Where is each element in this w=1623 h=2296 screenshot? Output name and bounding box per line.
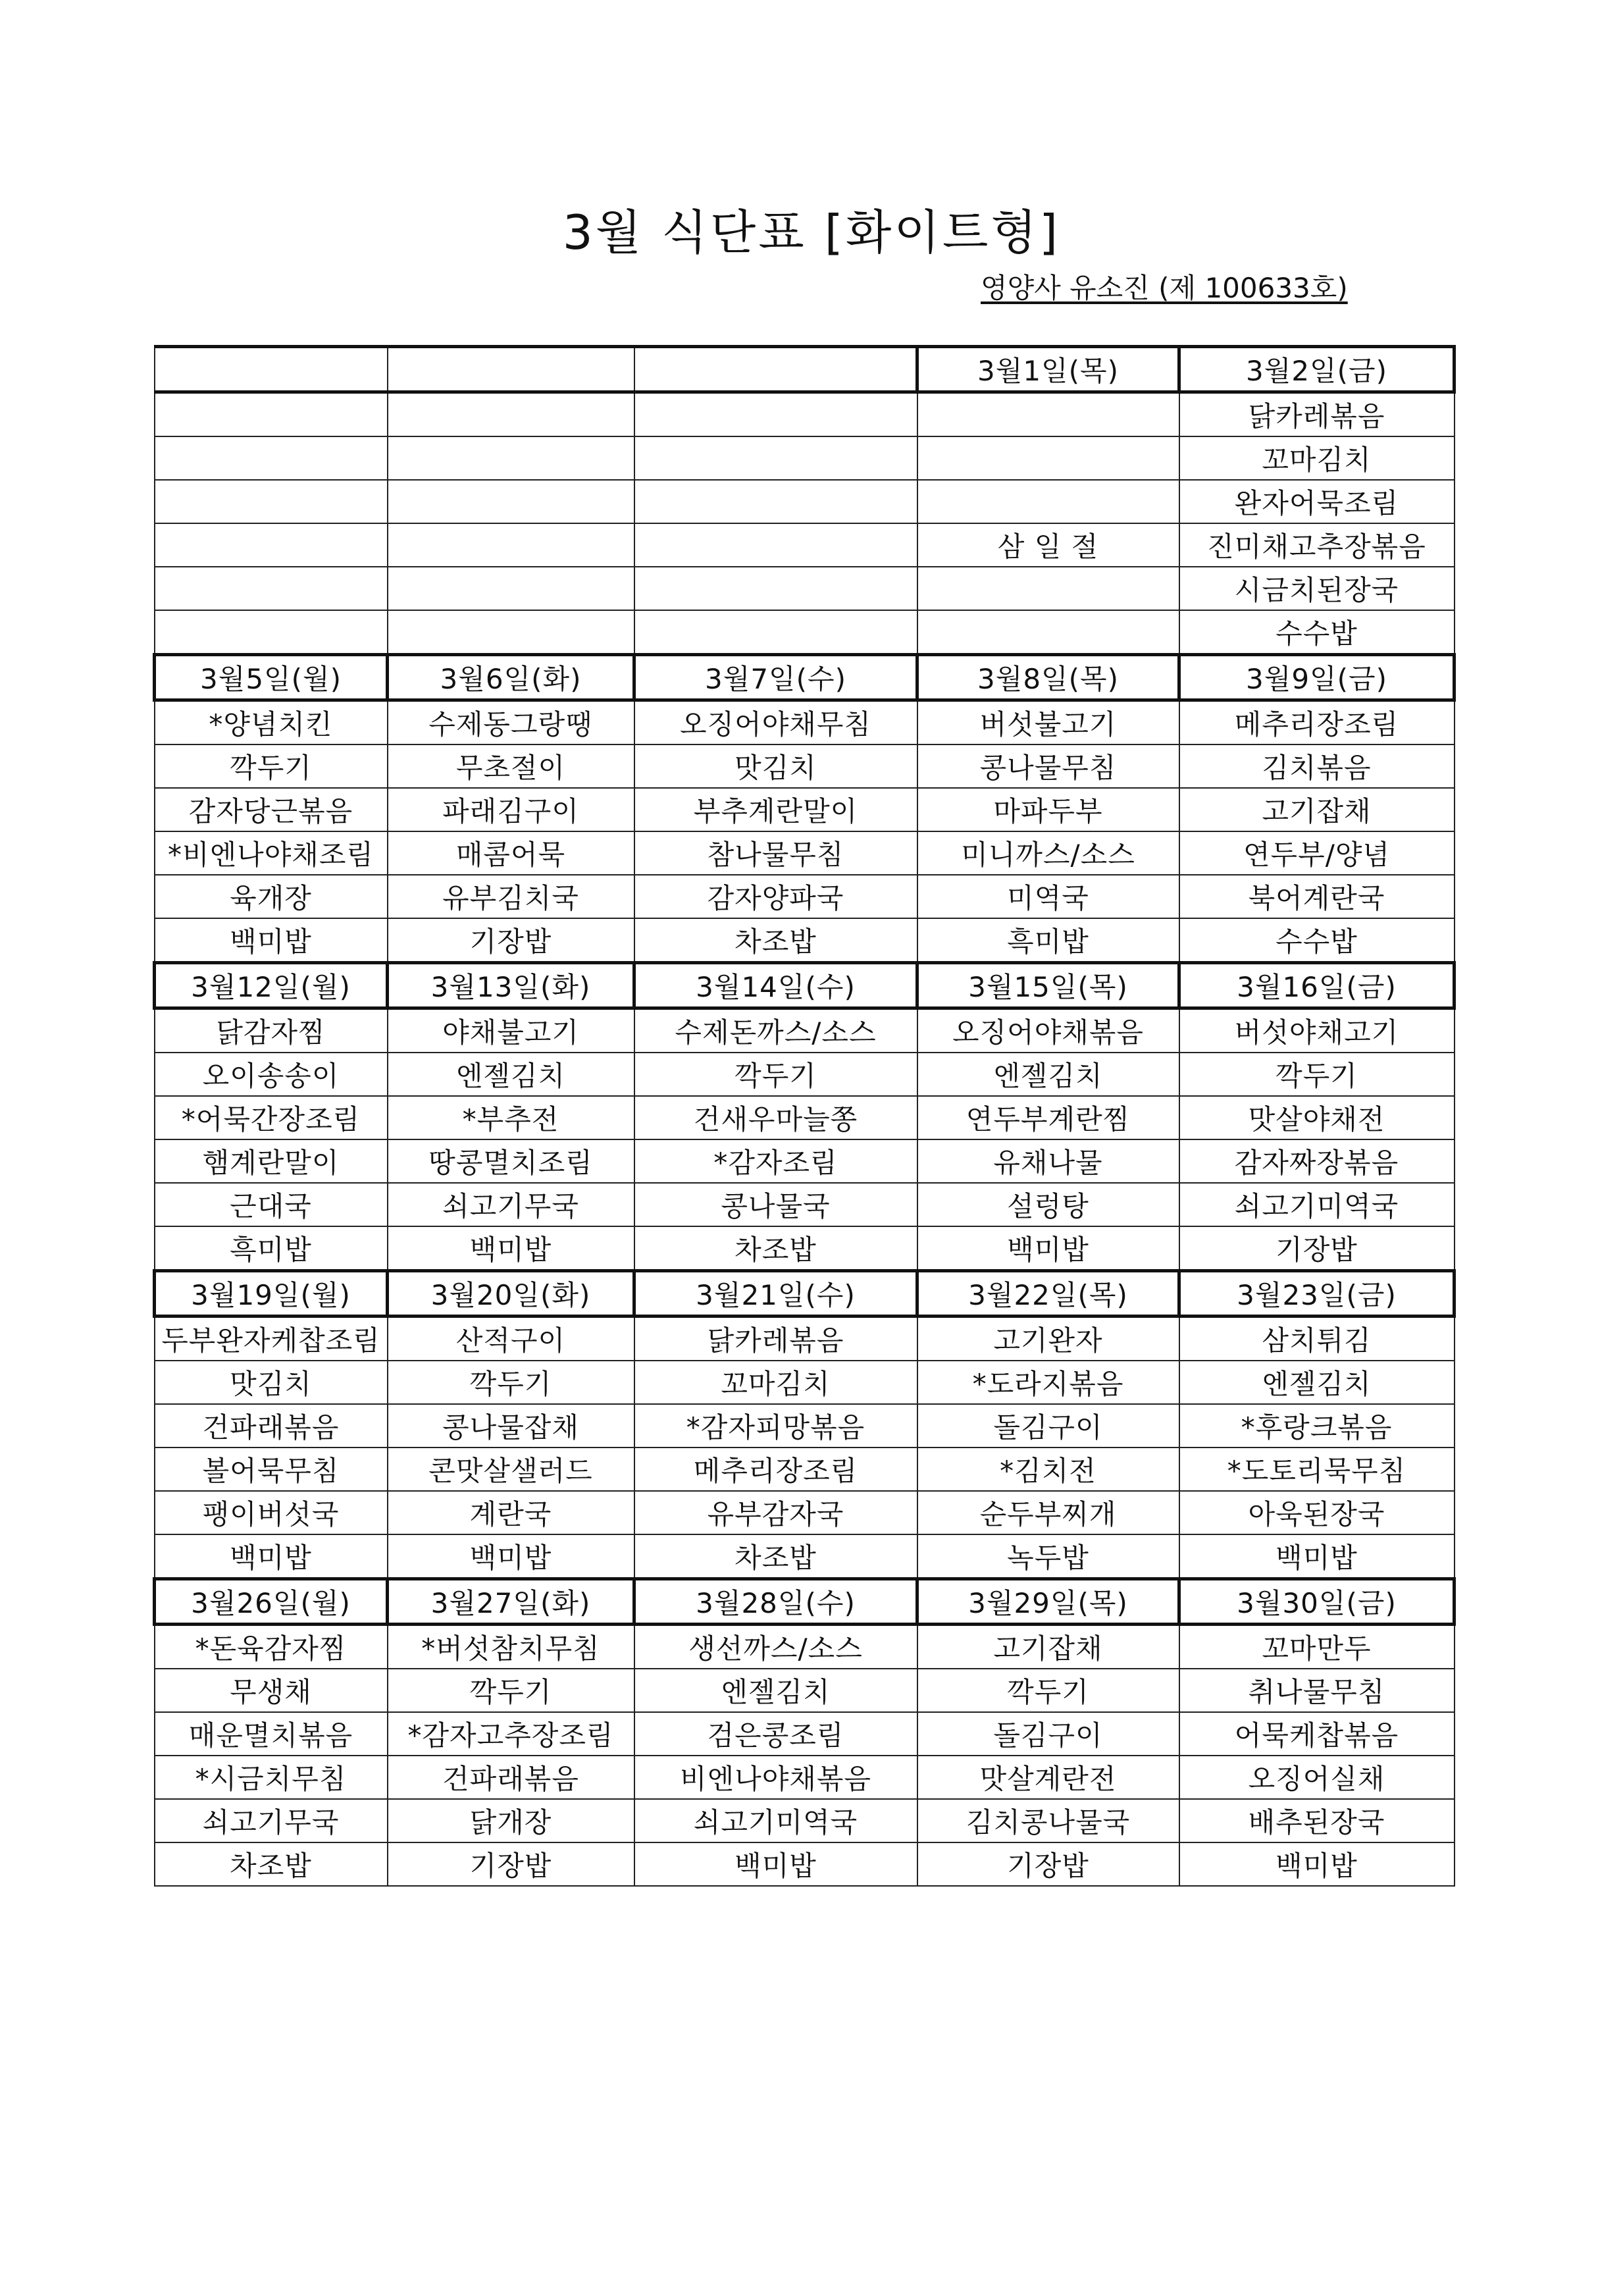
menu-item: 검은콩조림 [634,1712,917,1756]
menu-item: 진미채고추장볶음 [1179,523,1455,567]
meal-row [155,875,1455,918]
meal-plan-table [153,345,1456,1887]
menu-item: 생선까스/소스 [634,1625,917,1669]
menu-item: 순두부찌개 [917,1491,1179,1534]
menu-item: 오징어야채무침 [634,700,917,745]
menu-item: 미니까스/소스 [917,831,1179,875]
menu-item: 닭카레볶음 [634,1317,917,1361]
menu-item: 두부완자케찹조림 [155,1317,388,1361]
menu-item: 배추된장국 [1179,1799,1455,1842]
menu-item: 무생채 [155,1669,388,1712]
menu-item: 깍두기 [388,1669,634,1712]
meal-row [155,1053,1455,1096]
empty-cell [634,436,917,480]
meal-row [155,1226,1455,1271]
empty-cell [155,610,388,655]
menu-item: 돌김구이 [917,1404,1179,1448]
meal-row [155,1096,1455,1139]
empty-cell [388,567,634,610]
menu-item: 백미밥 [155,1534,388,1579]
menu-item: 깍두기 [155,744,388,788]
menu-item: 맛살야채전 [1179,1096,1455,1139]
menu-item: *돈육감자찜 [155,1625,388,1669]
menu-item: *양념치킨 [155,700,388,745]
menu-item: *감자피망볶음 [634,1404,917,1448]
meal-row [155,1448,1455,1491]
meal-row [155,567,1455,610]
date-header: 3월28일(수) [634,1579,917,1625]
menu-item: 아욱된장국 [1179,1491,1455,1534]
empty-cell [388,436,634,480]
menu-item: 매운멸치볶음 [155,1712,388,1756]
menu-item: 매콤어묵 [388,831,634,875]
menu-item: 고기잡채 [917,1625,1179,1669]
meal-row [155,1361,1455,1404]
menu-item: 어묵케찹볶음 [1179,1712,1455,1756]
date-header: 3월2일(금) [1179,347,1455,392]
date-header: 3월22일(목) [917,1271,1179,1317]
empty-cell [155,480,388,523]
empty-cell [388,480,634,523]
date-header: 3월13일(화) [388,963,634,1008]
menu-item: 시금치된장국 [1179,567,1455,610]
date-header: 3월12일(월) [155,963,388,1008]
date-header: 3월21일(수) [634,1271,917,1317]
empty-cell [155,523,388,567]
meal-row [155,1712,1455,1756]
date-header: 3월7일(수) [634,655,917,700]
empty-cell [634,392,917,437]
empty-cell [155,567,388,610]
date-header: 3월23일(금) [1179,1271,1455,1317]
empty-cell [388,392,634,437]
menu-item: 닭개장 [388,1799,634,1842]
menu-item: 쇠고기무국 [155,1799,388,1842]
meal-row [155,1842,1455,1886]
menu-item: 유부김치국 [388,875,634,918]
meal-row [155,1756,1455,1799]
menu-item: 기장밥 [1179,1226,1455,1271]
empty-cell [634,347,917,392]
date-header: 3월14일(수) [634,963,917,1008]
menu-item: 참나물무침 [634,831,917,875]
menu-item: 육개장 [155,875,388,918]
menu-item: *어묵간장조림 [155,1096,388,1139]
menu-item: 버섯불고기 [917,700,1179,745]
menu-item: 닭카레볶음 [1179,392,1455,437]
menu-item: 백미밥 [155,918,388,963]
menu-item: 맛김치 [634,744,917,788]
dietitian-credit: 영양사 유소진 (제 100633호) [981,272,1348,304]
week-date-row [155,1271,1455,1317]
menu-item: 건파래볶음 [388,1756,634,1799]
menu-item: 차조밥 [155,1842,388,1886]
menu-item: 감자당근볶음 [155,788,388,831]
menu-item: 기장밥 [388,918,634,963]
empty-cell [917,610,1179,655]
menu-item: 깍두기 [634,1053,917,1096]
menu-item: 쇠고기미역국 [634,1799,917,1842]
meal-row [155,610,1455,655]
meal-row [155,700,1455,745]
menu-item: 꼬마만두 [1179,1625,1455,1669]
menu-item: 엔젤김치 [917,1053,1179,1096]
empty-cell [634,480,917,523]
empty-cell [634,610,917,655]
menu-item: 콘맛살샐러드 [388,1448,634,1491]
menu-item: 고기완자 [917,1317,1179,1361]
menu-item: 취나물무침 [1179,1669,1455,1712]
menu-item: 콩나물잡채 [388,1404,634,1448]
meal-row [155,744,1455,788]
menu-item: 기장밥 [388,1842,634,1886]
menu-item: 백미밥 [634,1842,917,1886]
menu-item: 파래김구이 [388,788,634,831]
menu-item: 흑미밥 [155,1226,388,1271]
date-header: 3월29일(목) [917,1579,1179,1625]
menu-item: 완자어묵조림 [1179,480,1455,523]
menu-item: 엔젤김치 [634,1669,917,1712]
menu-item: 콩나물무침 [917,744,1179,788]
menu-item: 마파두부 [917,788,1179,831]
date-header: 3월19일(월) [155,1271,388,1317]
date-header: 3월6일(화) [388,655,634,700]
menu-item: 오징어실채 [1179,1756,1455,1799]
meal-row [155,788,1455,831]
date-header: 3월26일(월) [155,1579,388,1625]
meal-row [155,436,1455,480]
menu-item: 팽이버섯국 [155,1491,388,1534]
empty-cell [917,567,1179,610]
empty-cell [917,480,1179,523]
menu-item: 감자짜장볶음 [1179,1139,1455,1183]
date-header: 3월20일(화) [388,1271,634,1317]
menu-item: 메추리장조림 [1179,700,1455,745]
week-date-row [155,963,1455,1008]
menu-item: 흑미밥 [917,918,1179,963]
menu-item: 꼬마김치 [1179,436,1455,480]
empty-cell [634,567,917,610]
empty-cell [388,523,634,567]
menu-item: 콩나물국 [634,1183,917,1226]
menu-item: 엔젤김치 [1179,1361,1455,1404]
menu-item: 비엔나야채볶음 [634,1756,917,1799]
menu-item: 근대국 [155,1183,388,1226]
menu-item: 쇠고기무국 [388,1183,634,1226]
menu-item: 기장밥 [917,1842,1179,1886]
menu-item: 연두부/양념 [1179,831,1455,875]
menu-item: 고기잡채 [1179,788,1455,831]
meal-row [155,392,1455,437]
menu-item: *도토리묵무침 [1179,1448,1455,1491]
meal-row [155,1799,1455,1842]
menu-item: *비엔나야채조림 [155,831,388,875]
date-header: 3월16일(금) [1179,963,1455,1008]
menu-item: 녹두밥 [917,1534,1179,1579]
menu-item: 백미밥 [388,1534,634,1579]
menu-item: 무초절이 [388,744,634,788]
date-header: 3월9일(금) [1179,655,1455,700]
date-header: 3월1일(목) [917,347,1179,392]
meal-row [155,1669,1455,1712]
meal-row [155,1404,1455,1448]
menu-item: 깍두기 [388,1361,634,1404]
menu-item: 메추리장조림 [634,1448,917,1491]
meal-row [155,1625,1455,1669]
meal-row [155,523,1455,567]
week-date-row [155,347,1455,392]
menu-item: 유채나물 [917,1139,1179,1183]
menu-item: 햄계란말이 [155,1139,388,1183]
menu-item: 오징어야채볶음 [917,1008,1179,1053]
meal-row [155,1139,1455,1183]
week-date-row [155,1579,1455,1625]
menu-item: 백미밥 [917,1226,1179,1271]
menu-item: 수수밥 [1179,610,1455,655]
meal-row [155,831,1455,875]
menu-item: 오이송송이 [155,1053,388,1096]
empty-cell [388,347,634,392]
menu-item: 수수밥 [1179,918,1455,963]
menu-item: 미역국 [917,875,1179,918]
menu-item: 삼치튀김 [1179,1317,1455,1361]
meal-row [155,480,1455,523]
menu-item: 건파래볶음 [155,1404,388,1448]
menu-item: 야채불고기 [388,1008,634,1053]
menu-item: 김치콩나물국 [917,1799,1179,1842]
menu-item: 수제동그랑땡 [388,700,634,745]
date-header: 3월5일(월) [155,655,388,700]
date-header: 3월15일(목) [917,963,1179,1008]
empty-cell [155,347,388,392]
meal-row [155,918,1455,963]
menu-item: 수제돈까스/소스 [634,1008,917,1053]
menu-item: 엔젤김치 [388,1053,634,1096]
meal-row [155,1183,1455,1226]
meal-row [155,1317,1455,1361]
menu-item: 부추계란말이 [634,788,917,831]
menu-item: 감자양파국 [634,875,917,918]
menu-item: 백미밥 [1179,1534,1455,1579]
menu-item: 백미밥 [388,1226,634,1271]
menu-item: 계란국 [388,1491,634,1534]
holiday-label: 삼 일 절 [917,523,1179,567]
menu-item: 맛살계란전 [917,1756,1179,1799]
date-header: 3월8일(목) [917,655,1179,700]
menu-item: 건새우마늘쫑 [634,1096,917,1139]
menu-item: 차조밥 [634,918,917,963]
meal-row [155,1008,1455,1053]
menu-item: 볼어묵무침 [155,1448,388,1491]
menu-item: 설렁탕 [917,1183,1179,1226]
menu-item: 버섯야채고기 [1179,1008,1455,1053]
menu-item: 차조밥 [634,1534,917,1579]
menu-item: *감자조림 [634,1139,917,1183]
menu-item: 북어계란국 [1179,875,1455,918]
page-title: 3월 식단표 [화이트형] [562,205,1061,260]
menu-item: 유부감자국 [634,1491,917,1534]
menu-item: 차조밥 [634,1226,917,1271]
menu-item: 맛김치 [155,1361,388,1404]
empty-cell [155,392,388,437]
empty-cell [917,436,1179,480]
menu-item: 꼬마김치 [634,1361,917,1404]
meal-row [155,1534,1455,1579]
menu-item: *시금치무침 [155,1756,388,1799]
empty-cell [634,523,917,567]
menu-item: 연두부계란찜 [917,1096,1179,1139]
menu-item: 깍두기 [917,1669,1179,1712]
menu-item: *감자고추장조림 [388,1712,634,1756]
menu-item: 백미밥 [1179,1842,1455,1886]
menu-item: *도라지볶음 [917,1361,1179,1404]
date-header: 3월30일(금) [1179,1579,1455,1625]
menu-item: 쇠고기미역국 [1179,1183,1455,1226]
menu-item: 김치볶음 [1179,744,1455,788]
menu-item: *부추전 [388,1096,634,1139]
date-header: 3월27일(화) [388,1579,634,1625]
menu-item: 닭감자찜 [155,1008,388,1053]
empty-cell [155,436,388,480]
menu-item: 땅콩멸치조림 [388,1139,634,1183]
week-date-row [155,655,1455,700]
menu-item: *버섯참치무침 [388,1625,634,1669]
menu-item: 산적구이 [388,1317,634,1361]
menu-item: 돌김구이 [917,1712,1179,1756]
menu-item: 깍두기 [1179,1053,1455,1096]
empty-cell [917,392,1179,437]
menu-item: *김치전 [917,1448,1179,1491]
meal-row [155,1491,1455,1534]
menu-item: *후랑크볶음 [1179,1404,1455,1448]
empty-cell [388,610,634,655]
